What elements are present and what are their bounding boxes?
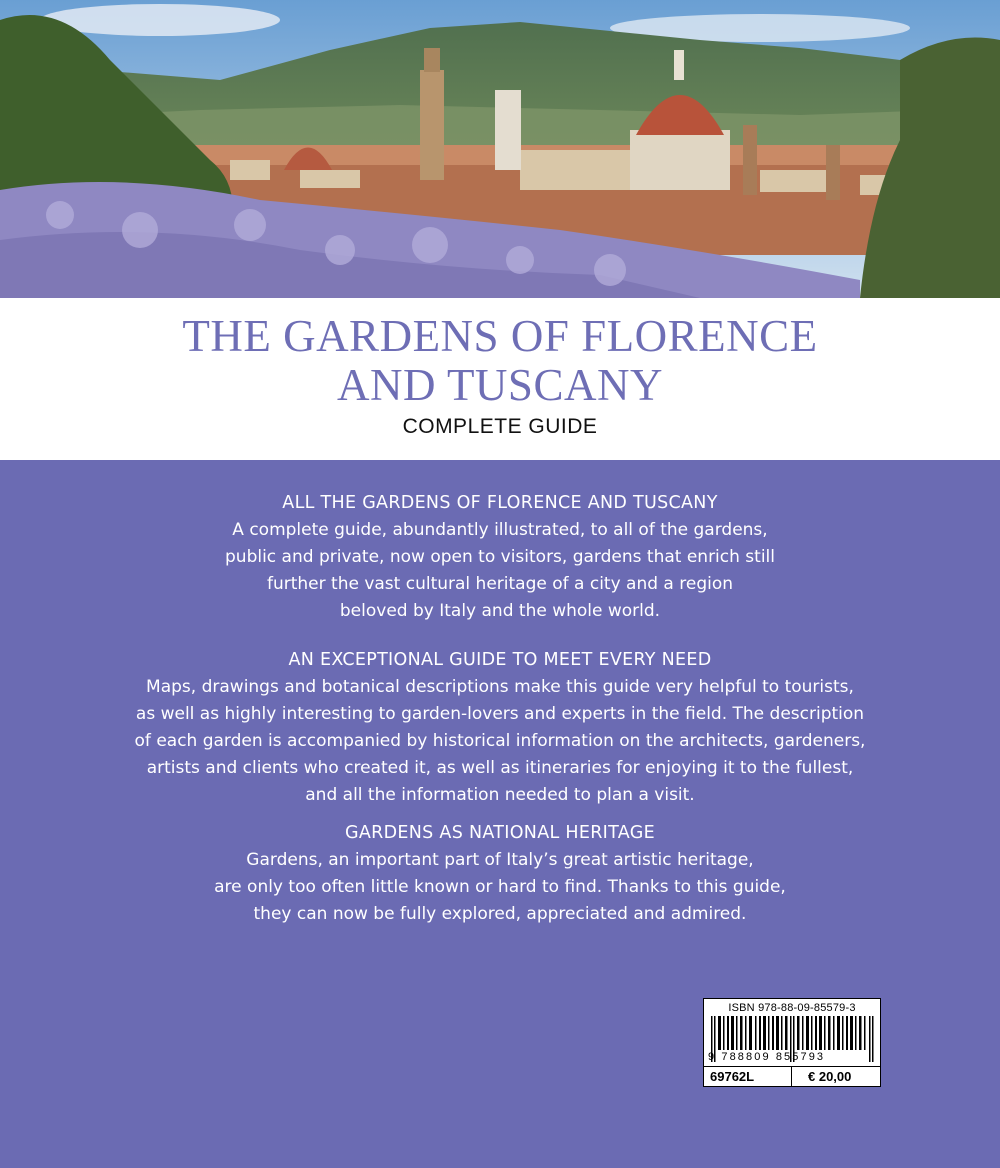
book-title xyxy=(0,312,1000,410)
florence-panorama-image xyxy=(0,0,1000,298)
section-national-heritage xyxy=(60,820,940,928)
cover-photo xyxy=(0,0,1000,298)
book-title-line-1: THE GARDENS OF FLORENCE xyxy=(182,311,818,361)
book-title-line-2: AND TUSCANY xyxy=(337,360,663,410)
price-row xyxy=(704,1066,880,1086)
section-line: further the vast cultural heritage of a city and a region xyxy=(266,574,734,594)
barcode-label xyxy=(703,998,881,1087)
section-heading: GARDENS AS NATIONAL HERITAGE xyxy=(345,823,655,843)
book-subtitle: COMPLETE GUIDE xyxy=(402,415,598,438)
section-line: and all the information needed to plan a visit. xyxy=(305,785,695,805)
section-line: beloved by Italy and the whole world. xyxy=(339,601,661,621)
isbn-text: ISBN 978-88-09-85579-3 xyxy=(728,1002,856,1014)
section-line: Maps, drawings and botanical descriptions make this guide very helpful to tourists, xyxy=(146,677,854,697)
section-line: A complete guide, abundantly illustrated, to all of the gardens, xyxy=(232,520,768,540)
product-code: 69762L xyxy=(704,1067,792,1086)
section-all-gardens xyxy=(60,490,940,625)
section-line: public and private, now open to visitors, gardens that enrich still xyxy=(225,547,775,567)
section-line: are only too often little known or hard to find. Thanks to this guide, xyxy=(214,877,786,897)
price: € 20,00 xyxy=(808,1069,852,1084)
section-heading: ALL THE GARDENS OF FLORENCE AND TUSCANY xyxy=(282,493,718,513)
section-exceptional-guide xyxy=(60,647,940,809)
section-heading: AN EXCEPTIONAL GUIDE TO MEET EVERY NEED xyxy=(288,650,712,670)
section-line: as well as highly interesting to garden-lovers and experts in the field. The description xyxy=(135,704,865,724)
title-band xyxy=(0,298,1000,460)
barcode-digits: 9 788809 855793 xyxy=(708,1051,826,1063)
section-line: Gardens, an important part of Italy’s great artistic heritage, xyxy=(246,850,754,870)
section-line: artists and clients who created it, as well as itineraries for enjoying it to the fullest, xyxy=(146,758,854,778)
section-line: they can now be fully explored, appreciated and admired. xyxy=(253,904,747,924)
section-line: of each garden is accompanied by historical information on the architects, gardeners, xyxy=(134,731,866,751)
